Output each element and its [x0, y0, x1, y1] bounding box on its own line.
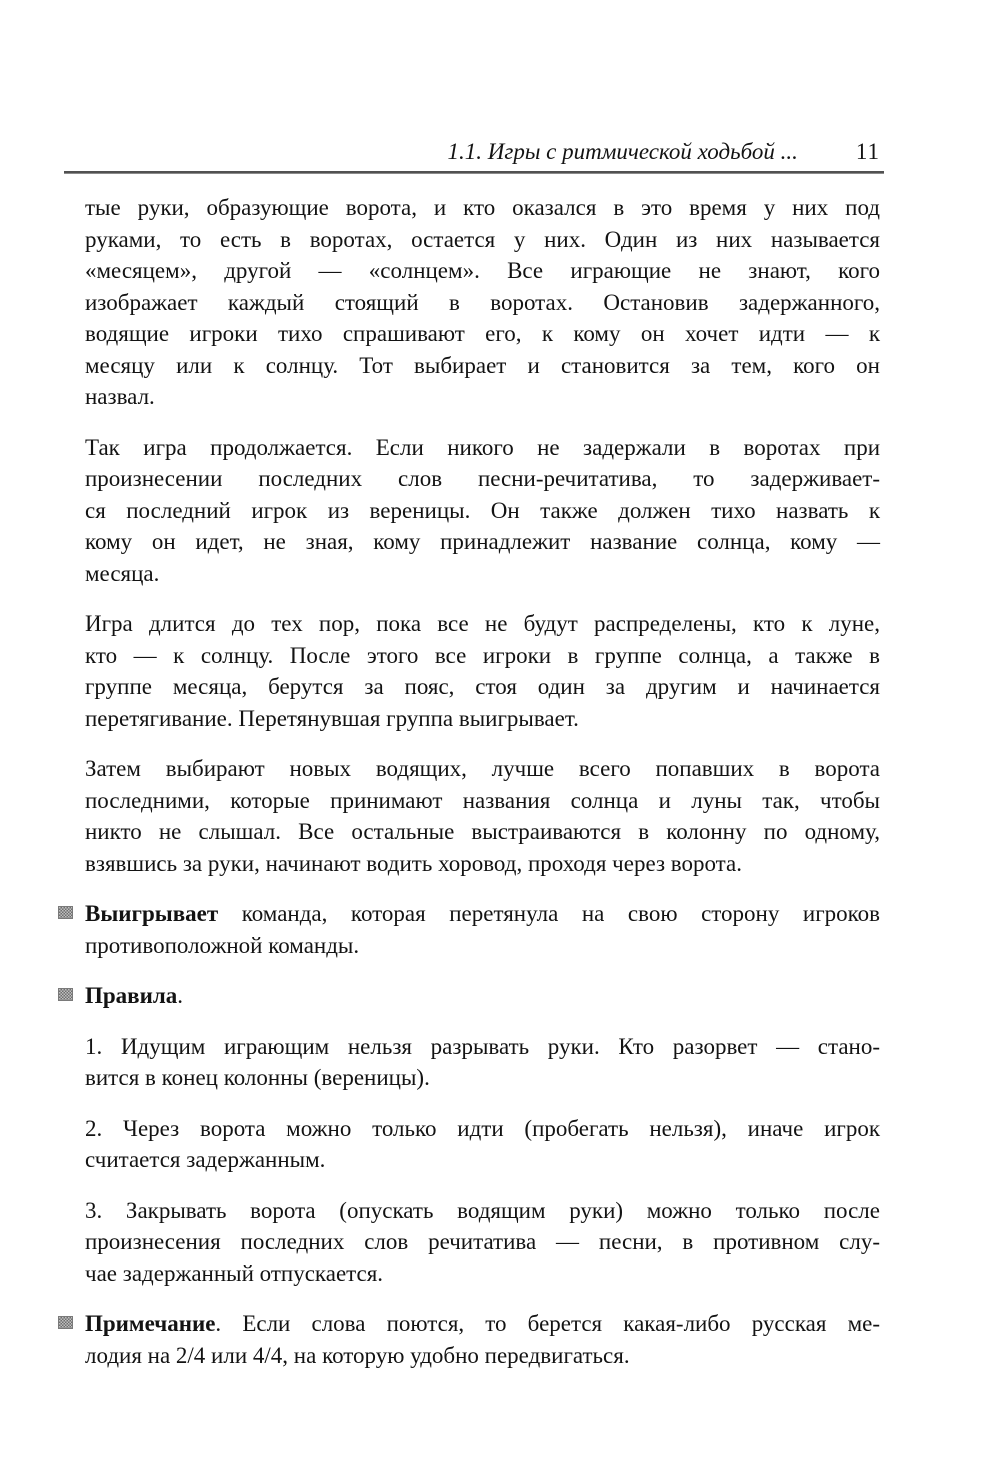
page-body [85, 192, 880, 1371]
text-line: чае задержанный отпускается. [85, 1260, 384, 1286]
text-line: 3. Закрывать ворота (опускать водящим руки) можно только после [85, 1197, 880, 1223]
bullet-paragraph [85, 980, 880, 1012]
text-line: кто — к солнцу. После этого все игроки в группе солнца, а также в [85, 642, 880, 668]
text-line: 2. Через ворота можно только идти (пробегать нельзя), иначе игрок [85, 1115, 880, 1141]
paragraph [85, 432, 880, 590]
paragraph [85, 1113, 880, 1176]
paragraph [85, 192, 880, 413]
text-line: Затем выбирают новых водящих, лучше всего попавших в ворота [85, 756, 880, 781]
text-line: взявшись за руки, начинают водить хоровод, проходя через ворота. [85, 850, 742, 876]
text-line: назвал. [85, 384, 155, 409]
paragraph [85, 608, 880, 734]
text-line: месяцу или к солнцу. Тот выбирает и становится за тем, кого он [85, 352, 880, 378]
lead-term: Примечание [85, 1311, 216, 1336]
bullet-square-icon [58, 1316, 73, 1329]
paragraph [85, 753, 880, 879]
lead-term: Правила [85, 983, 178, 1008]
bullet-square-icon [58, 988, 73, 1001]
paragraph [85, 1031, 880, 1094]
text-line: Примечание. Если слова поются, то берется какая-либо русская ме- [85, 1311, 880, 1336]
text-line: изображает каждый стоящий в воротах. Остановив задержанного, [85, 289, 880, 315]
bullet-paragraph [85, 1308, 880, 1371]
lead-term: Выигрывает [85, 901, 219, 926]
text-line: «месяцем», другой — «солнцем». Все играющие не знают, кого [85, 258, 880, 283]
text-line: Игра длится до тех пор, пока все не будут распределены, кто к луне, [85, 611, 880, 636]
bullet-square-icon [58, 906, 73, 919]
text-line: руками, то есть в воротах, остается у них. Один из них называется [85, 226, 880, 252]
running-head [85, 138, 880, 166]
text-line: последними, которые принимают названия солнца и луны так, чтобы [85, 787, 880, 813]
paragraph [85, 1195, 880, 1290]
text-line: кому он идет, не зная, кому принадлежит название солнца, кому — [85, 529, 880, 554]
text-line: Выигрывает команда, которая перетянула на свою сторону игроков [85, 901, 880, 926]
text-line: противоположной команды. [85, 932, 360, 958]
text-line: перетягивание. Перетянувшая группа выигрывает. [85, 705, 579, 731]
page-number: 11 [855, 139, 880, 164]
text-line: водящие игроки тихо спрашивают его, к кому он хочет идти — к [85, 321, 880, 346]
text-line: Так игра продолжается. Если никого не задержали в воротах при [85, 434, 880, 460]
section-title: 1.1. Игры с ритмической ходьбой ... [447, 139, 798, 164]
text-line: 1. Идущим играющим нельзя разрывать руки. Кто разорвет — стано- [85, 1033, 880, 1059]
text-line: считается задержанным. [85, 1147, 326, 1172]
text-line: ся последний игрок из вереницы. Он также должен тихо назвать к [85, 497, 880, 523]
text-line: группе месяца, берутся за пояс, стоя один за другим и начинается [85, 674, 880, 699]
header-divider [64, 171, 884, 174]
text-line: никто не слышал. Все остальные выстраиваются в колонну по одному, [85, 819, 880, 844]
text-line: вится в конец колонны (вереницы). [85, 1065, 430, 1090]
text-line: Правила. [85, 983, 184, 1008]
text-line: тые руки, образующие ворота, и кто оказался в это время у них под [85, 195, 880, 220]
text-line: произнесении последних слов песни-речитатива, то задерживает- [85, 466, 880, 491]
text-line: произнесения последних слов речитатива — песни, в противном слу- [85, 1229, 880, 1254]
text-line: месяца. [85, 560, 160, 586]
text-line: лодия на 2/4 или 4/4, на которую удобно передвигаться. [85, 1342, 630, 1368]
bullet-paragraph [85, 898, 880, 961]
